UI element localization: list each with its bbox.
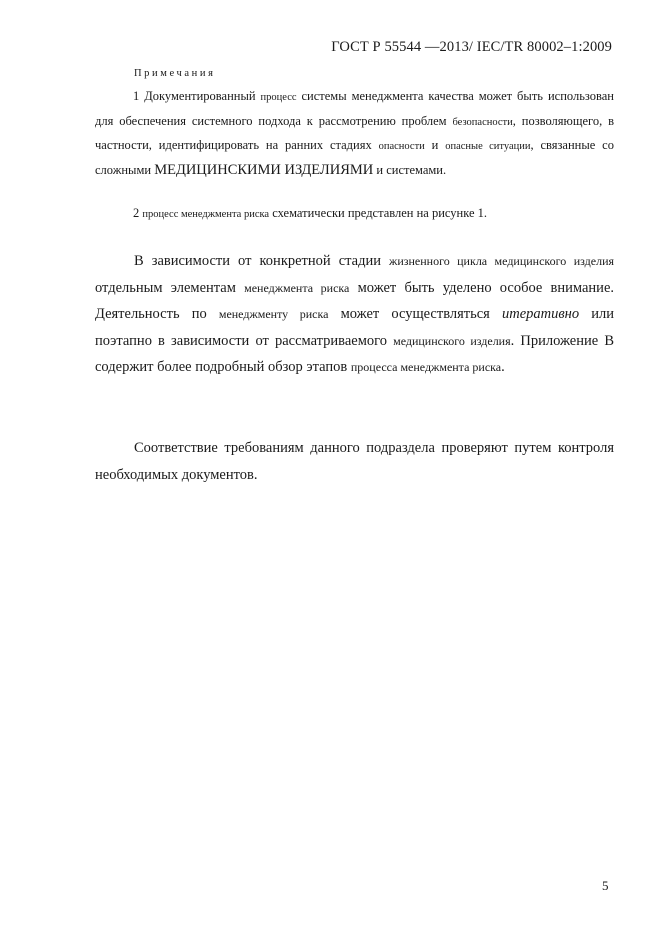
paragraph-lifecycle — [95, 248, 614, 381]
term-risk-management-process: процесса менеджмента риска — [350, 360, 502, 375]
term-medical-device: медицинского изделия — [393, 333, 511, 348]
document-header: ГОСТ Р 55544 —2013/ IEC/TR 80002–1:2009 — [331, 39, 612, 55]
note-1-text: системы менеджмента качества может быть использован для обеспечения системного подхода к рассмотрению проблем — [95, 89, 614, 128]
term-risk-management: менеджмента риска — [244, 280, 350, 295]
term-process: процесс — [260, 92, 297, 103]
note-1-text: и — [424, 138, 446, 153]
paragraph-text: может быть уделено особое внимание. Деятельность по — [95, 279, 615, 323]
note-2 — [95, 202, 614, 227]
note-2-text: схематически представлен на рисунке 1. — [269, 206, 488, 220]
paragraph-text: или поэтапно в зависимости от рассматриваемого — [95, 306, 614, 349]
term-risk-management-process: процесс менеджмента риска — [142, 209, 270, 220]
term-iteratively: итеративно — [501, 306, 580, 323]
paragraph-text: . Приложение В содержит более подробный обзор этапов — [95, 332, 614, 376]
note-1-text: и системами. — [373, 162, 447, 177]
term-medical-devices: МЕДИЦИНСКИМИ ИЗДЕЛИЯМИ — [154, 161, 374, 178]
term-risk-management: менеджменту риска — [218, 307, 329, 322]
note-1-text: 1 Документированный — [133, 89, 261, 103]
notes-title: Примечания — [134, 68, 216, 79]
page-number: 5 — [602, 878, 609, 893]
term-lifecycle-medical-device: жизненного цикла медицинского изделия — [389, 254, 615, 268]
term-hazardous-situations: опасные ситуации — [445, 141, 531, 153]
note-1-text: , позволяющего, в частности, идентифицировать на ранних стадиях — [95, 113, 614, 153]
note-1-text: , связанные со сложными — [95, 138, 614, 177]
paragraph-text: . — [501, 359, 505, 376]
note-1 — [95, 85, 614, 182]
term-hazard: опасности — [378, 141, 425, 153]
paragraph-text: отдельным элементам — [95, 279, 245, 296]
paragraph-text: В зависимости от конкретной стадии — [134, 253, 390, 269]
paragraph-text: может осуществляться — [328, 306, 502, 323]
note-2-text: 2 — [133, 206, 143, 220]
term-safety: безопасности — [452, 116, 513, 128]
paragraph-compliance: Соответствие требованиям данного подраздела проверяют путем контроля необходимых документов. — [95, 440, 614, 483]
